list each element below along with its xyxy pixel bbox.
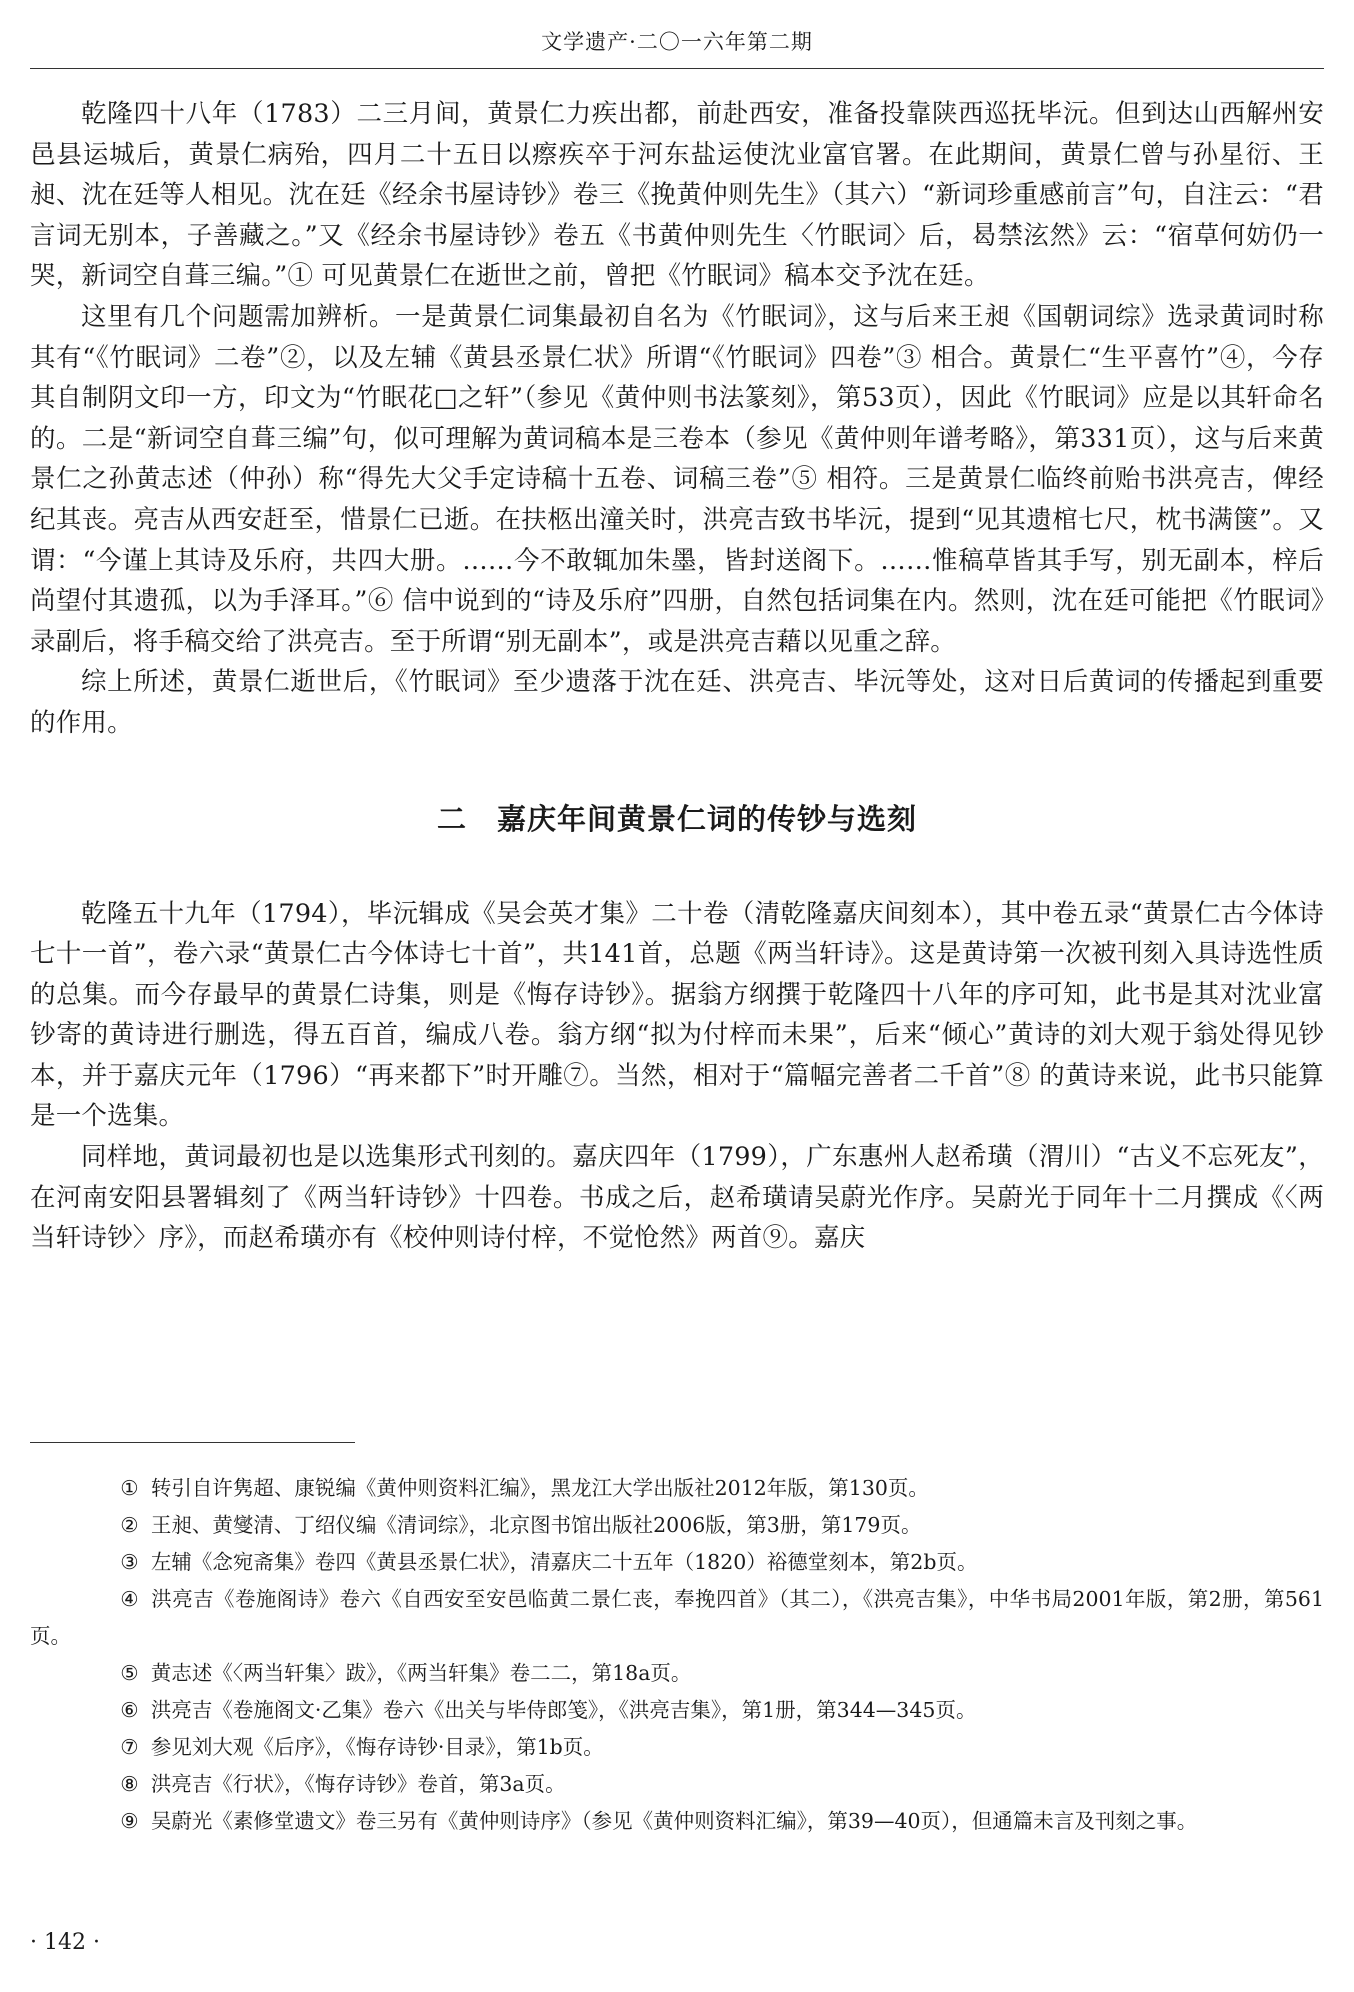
footnote-3 <box>30 1544 1324 1581</box>
page-number: · 142 · <box>30 1930 100 1955</box>
footnote-text: 王昶、黄燮清、丁绍仪编《清词综》，北京图书馆出版社2006版，第3册，第179页。 <box>150 1513 922 1537</box>
footnote-mark: ⑥ <box>120 1698 139 1722</box>
paragraph-2: 这里有几个问题需加辨析。一是黄景仁词集最初自名为《竹眠词》，这与后来王昶《国朝词综》选录黄词时称其有“《竹眠词》二卷”②，以及左辅《黄县丞景仁状》所谓“《竹眠词》四卷”③ 相合。黄景仁“生平喜竹”④，今存其自制阴文印一方，印文为“竹眠花□之轩”（参见《黄仲则书法篆刻》，第53页），因此《竹眠词》应是以其轩命名的。二是“新词空自葺三编”句，似可理解为黄词稿本是三卷本（参见《黄仲则年谱考略》，第331页），这与后来黄景仁之孙黄志述（仲孙）称“得先大父手定诗稿十五卷、词稿三卷”⑤ 相符。三是黄景仁临终前贻书洪亮吉，俾经纪其丧。亮吉从西安赶至，惜景仁已逝。在扶柩出潼关时，洪亮吉致书毕沅，提到“见其遗棺七尺，枕书满箧”。又谓：“今谨上其诗及乐府，共四大册。……今不敢辄加朱墨，皆封送阁下。……惟稿草皆其手写，别无副本，梓后尚望付其遗孤，以为手泽耳。”⑥ 信中说到的“诗及乐府”四册，自然包括词集在内。然则，沈在廷可能把《竹眠词》录副后，将手稿交给了洪亮吉。至于所谓“别无副本”，或是洪亮吉藉以见重之辞。 <box>30 301 1324 657</box>
running-header <box>30 22 1324 69</box>
footnote-text: 参见刘大观《后序》，《悔存诗钞·目录》，第1b页。 <box>150 1735 604 1759</box>
footnote-1 <box>30 1470 1324 1507</box>
footnote-text: 黄志述《〈两当轩集〉跋》，《两当轩集》卷二二，第18a页。 <box>150 1661 692 1685</box>
footnotes <box>30 1470 1324 1840</box>
footnote-mark: ① <box>120 1476 139 1500</box>
footnote-mark: ⑤ <box>120 1661 139 1685</box>
footnote-7 <box>30 1729 1324 1766</box>
footnote-6 <box>30 1692 1324 1729</box>
footnote-divider <box>30 1442 355 1443</box>
footnote-mark: ⑧ <box>120 1772 139 1796</box>
section-heading: 二 嘉庆年间黄景仁词的传钞与选刻 <box>436 801 917 836</box>
footnote-2 <box>30 1507 1324 1544</box>
footnote-5 <box>30 1655 1324 1692</box>
footnote-9 <box>30 1803 1324 1840</box>
paragraph-4: 乾隆五十九年（1794），毕沅辑成《吴会英才集》二十卷（清乾隆嘉庆间刻本），其中卷五录“黄景仁古今体诗七十一首”，卷六录“黄景仁古今体诗七十首”，共141首，总题《两当轩诗》。这是黄诗第一次被刊刻入具诗选性质的总集。而今存最早的黄景仁诗集，则是《悔存诗钞》。据翁方纲撰于乾隆四十八年的序可知，此书是其对沈业富钞寄的黄诗进行删选，得五百首，编成八卷。翁方纲“拟为付梓而未果”，后来“倾心”黄诗的刘大观于翁处得见钞本，并于嘉庆元年（1796）“再来都下”时开雕⑦。当然，相对于“篇幅完善者二千首”⑧ 的黄诗来说，此书只能算是一个选集。 <box>30 898 1324 1132</box>
footnote-mark: ③ <box>120 1550 139 1574</box>
footnote-4 <box>30 1581 1324 1655</box>
footnote-text: 洪亮吉《卷施阁文·乙集》卷六《出关与毕侍郎笺》，《洪亮吉集》，第1册，第344—345页。 <box>150 1698 977 1722</box>
footnote-text: 吴蔚光《素修堂遗文》卷三另有《黄仲则诗序》（参见《黄仲则资料汇编》，第39—40页），但通篇未言及刊刻之事。 <box>150 1809 1198 1833</box>
footnote-text: 洪亮吉《卷施阁诗》卷六《自西安至安邑临黄二景仁丧，奉挽四首》（其二），《洪亮吉集》，中华书局2001年版，第2册，第561页。 <box>30 1587 1324 1648</box>
footnote-8 <box>30 1766 1324 1803</box>
footnote-mark: ⑦ <box>120 1735 139 1759</box>
paragraph-5: 同样地，黄词最初也是以选集形式刊刻的。嘉庆四年（1799），广东惠州人赵希璜（渭川）“古义不忘死友”，在河南安阳县署辑刻了《两当轩诗钞》十四卷。书成之后，赵希璜请吴蔚光作序。吴蔚光于同年十二月撰成《〈两当轩诗钞〉序》，而赵希璜亦有《校仲则诗付梓，不觉怆然》两首⑨。嘉庆 <box>30 1142 1324 1254</box>
running-title: 文学遗产·二〇一六年第二期 <box>541 30 813 54</box>
footnote-mark: ④ <box>120 1587 139 1611</box>
footnote-mark: ⑨ <box>120 1809 139 1833</box>
footnote-mark: ② <box>120 1513 139 1537</box>
footnote-text: 左辅《念宛斋集》卷四《黄县丞景仁状》，清嘉庆二十五年（1820）裕德堂刻本，第2b页。 <box>150 1550 978 1574</box>
article-body <box>30 94 1324 1259</box>
footnote-text: 转引自许隽超、康锐编《黄仲则资料汇编》，黑龙江大学出版社2012年版，第130页。 <box>150 1476 929 1500</box>
paragraph-3: 综上所述，黄景仁逝世后，《竹眠词》至少遗落于沈在廷、洪亮吉、毕沅等处，这对日后黄词的传播起到重要的作用。 <box>30 667 1324 738</box>
paragraph-1: 乾隆四十八年（1783）二三月间，黄景仁力疾出都，前赴西安，准备投靠陕西巡抚毕沅。但到达山西解州安邑县运城后，黄景仁病殆，四月二十五日以瘵疾卒于河东盐运使沈业富官署。在此期间，黄景仁曾与孙星衍、王昶、沈在廷等人相见。沈在廷《经余书屋诗钞》卷三《挽黄仲则先生》（其六）“新词珍重感前言”句，自注云：“君言词无别本，子善藏之。”又《经余书屋诗钞》卷五《书黄仲则先生〈竹眠词〉后，曷禁泫然》云：“宿草何妨仍一哭，新词空自葺三编。”① 可见黄景仁在逝世之前，曾把《竹眠词》稿本交予沈在廷。 <box>30 99 1324 292</box>
footnote-text: 洪亮吉《行状》，《悔存诗钞》卷首，第3a页。 <box>150 1772 566 1796</box>
